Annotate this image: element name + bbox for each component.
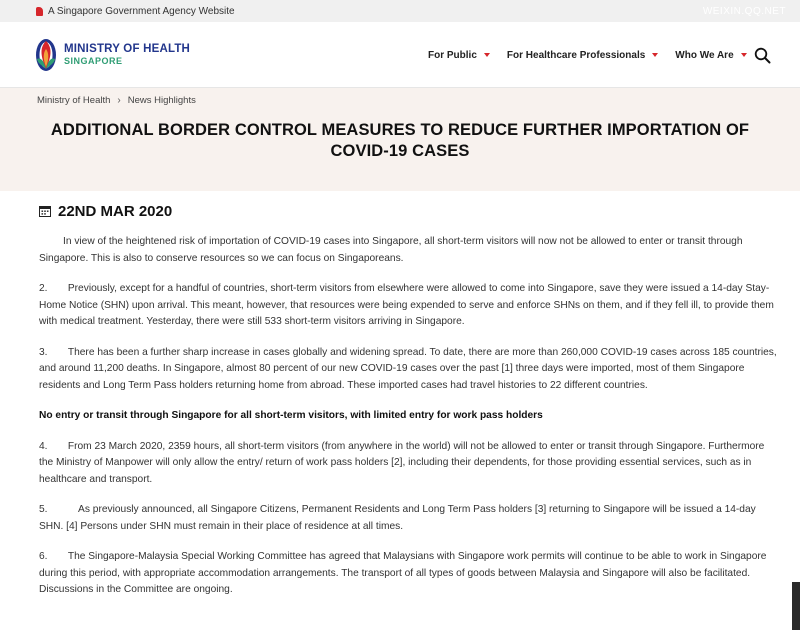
- page-title: ADDITIONAL BORDER CONTROL MEASURES TO REDUCE FURTHER IMPORTATION OF COVID-19 CASES: [50, 121, 750, 160]
- article-paragraph-3: 3. There has been a further sharp increase in cases globally and widening spread. To date, there are more than 260,000 COVID-19 cases across 185 countries, and around 11,200 deaths. In Singapore, almost 80 percent of our new COVID-19 cases over the past [1] three days were imported, most of them Singapore residents and Long Term Pass holders returning home from abroad. These imported cases had travel histories to 22 different countries.: [39, 346, 777, 391]
- page-scrollbar-thumb[interactable]: [792, 582, 800, 630]
- logo-subtitle: SINGAPORE: [64, 55, 123, 66]
- chevron-right-icon: ›: [117, 95, 121, 106]
- logo-text: [64, 43, 190, 67]
- article-subheading: No entry or transit through Singapore for all short-term visitors, with limited entry for work pass holders: [39, 410, 543, 421]
- article-paragraph-2: 2. Previously, except for a handful of countries, short-term visitors from elsewhere were allowed to come into Singapore, save they were issued a 14-day Stay-Home Notice (SHN) upon arrival. This meant, however, that resources were being expended to serve and enforce SHNs on them, and if they fell ill, to provide them with medical treatment. Yesterday, there were still 533 short-term visitors arriving in Singapore.: [39, 283, 774, 327]
- moh-emblem-icon: [34, 37, 58, 73]
- caret-down-icon: [741, 53, 747, 57]
- main-navigation: [428, 22, 764, 88]
- nav-who-we-are[interactable]: [675, 50, 746, 61]
- article-content: [39, 200, 779, 599]
- nav-for-public-label: For Public: [428, 49, 477, 61]
- article-paragraph-6: 6. The Singapore-Malaysia Special Working Committee has agreed that Malaysians with Singapore work permits will continue to be able to work in Singapore during this period, with appropriate accommodation arrangements. The transport of all types of goods between Malaysia and Singapore will also be facilitated. Discussions in the Committee are ongoing.: [39, 551, 767, 595]
- article-date-text: 22ND MAR 2020: [58, 202, 173, 220]
- article-paragraph-4: 4. From 23 March 2020, 2359 hours, all short-term visitors (from anywhere in the world) will not be allowed to enter or transit through Singapore. Furthermore the Ministry of Manpower will only allow the entry/ return of work pass holders [2], including their dependents, for those providing essential services, such as in healthcare and transport.: [39, 440, 765, 485]
- page-hero: [0, 88, 800, 191]
- breadcrumb-current-link[interactable]: News Highlights: [127, 95, 196, 106]
- breadcrumb: [37, 95, 196, 106]
- nav-who-we-are-label: Who We Are: [675, 49, 734, 61]
- article-date: [39, 200, 779, 222]
- watermark: WEIXIN.QQ.NET: [702, 6, 786, 17]
- merlion-lion-icon: [36, 7, 43, 16]
- article-paragraph-intro: In view of the heightened risk of importation of COVID-19 cases into Singapore, all short-term visitors will now not be allowed to enter or transit through Singapore. This is also to conserve resources so we can focus on Singaporeans.: [39, 236, 743, 264]
- logo-title: MINISTRY OF HEALTH: [64, 42, 191, 55]
- government-banner: [0, 0, 800, 22]
- nav-for-public[interactable]: [428, 50, 490, 61]
- article-paragraph-5: 5. As previously announced, all Singapore Citizens, Permanent Residents and Long Term Pass holders [3] returning to Singapore will be issued a 14-day SHN. [4] Persons under SHN must remain in their place of residence at all times.: [39, 504, 756, 532]
- calendar-icon: [39, 205, 51, 217]
- caret-down-icon: [484, 53, 490, 57]
- caret-down-icon: [652, 53, 658, 57]
- search-icon[interactable]: [754, 47, 771, 64]
- site-header: [0, 22, 800, 88]
- breadcrumb-home-link[interactable]: Ministry of Health: [37, 95, 111, 106]
- nav-for-healthcare-professionals-label: For Healthcare Professionals: [506, 49, 646, 61]
- moh-logo[interactable]: [34, 37, 190, 73]
- nav-for-healthcare-professionals[interactable]: [507, 50, 658, 61]
- government-banner-text: A Singapore Government Agency Website: [48, 5, 235, 17]
